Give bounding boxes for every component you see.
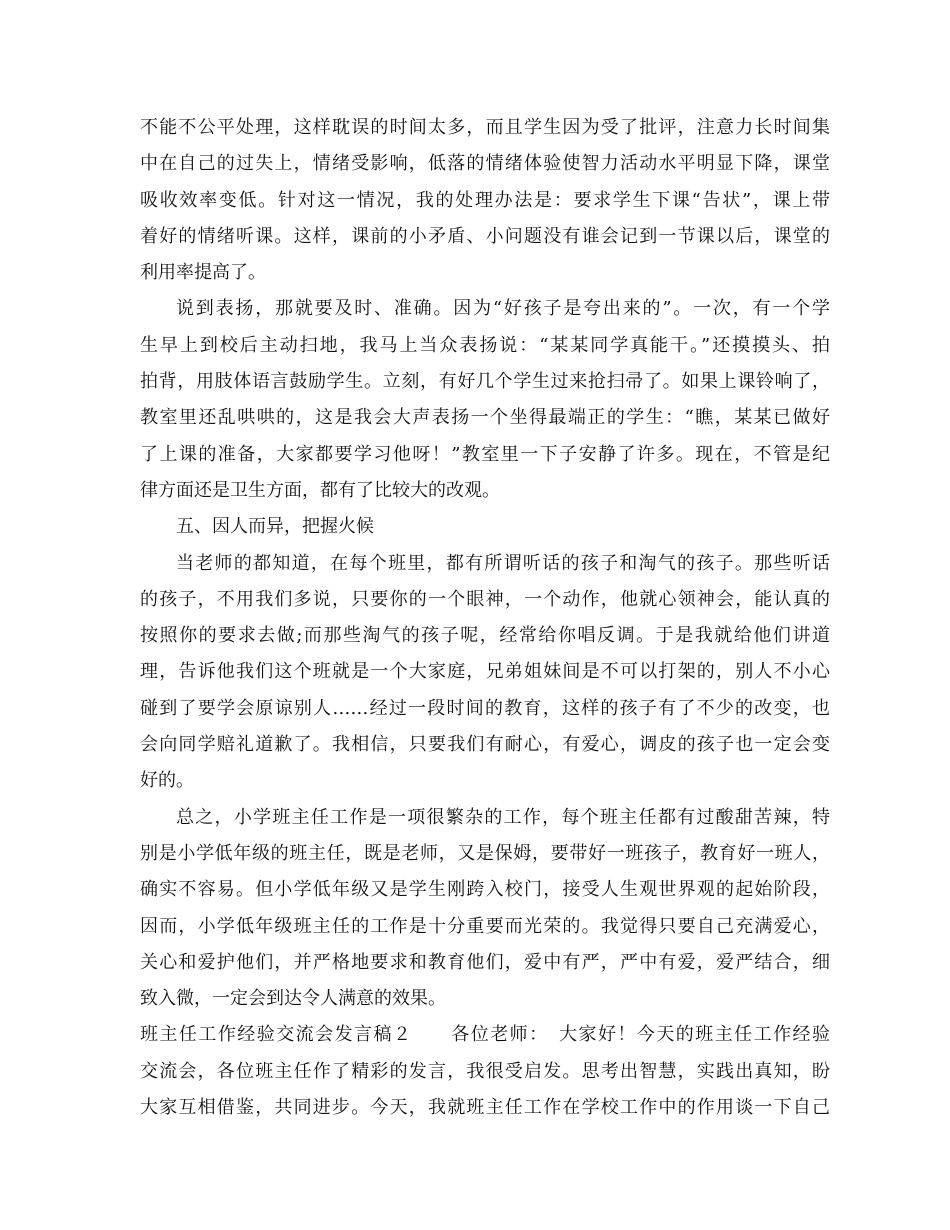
text-line: 致入微，一定会到达令人满意的效果。 (140, 988, 446, 1010)
text-line: 说到表扬，那就要及时、准确。因为“好孩子是夸出来的”。一次，有一个学 (176, 298, 830, 320)
text-line: 大家互相借鉴，共同进步。今天，我就班主任工作在学校工作中的作用谈一下自己 (140, 1097, 830, 1119)
text-line: 因而，小学低年级班主任的工作是十分重要而光荣的。我觉得只要自己充满爱心， (140, 915, 830, 937)
text-line: 班主任工作经验交流会发言稿２ 各位老师： 大家好！今天的班主任工作经验 (140, 1024, 830, 1046)
text-line: 了上课的准备，大家都要学习他呀！”教室里一下子安静了许多。现在，不管是纪 (140, 443, 830, 465)
text-line: 拍背，用肢体语言鼓励学生。立刻，有好几个学生过来抢扫帚了。如果上课铃响了， (140, 371, 830, 393)
document-body (140, 110, 830, 1126)
text-line: 着好的情绪听课。这样，课前的小矛盾、小问题没有谁会记到一节课以后，课堂的 (140, 225, 830, 247)
text-line: 交流会，各位班主任作了精彩的发言，我很受启发。思考出智慧，实践出真知，盼 (140, 1060, 830, 1082)
text-line: 别是小学低年级的班主任，既是老师，又是保姆，要带好一班孩子，教育好一班人， (140, 842, 830, 864)
text-line: 理，告诉他我们这个班就是一个大家庭，兄弟姐妹间是不可以打架的，别人不小心 (140, 661, 830, 683)
text-line: 按照你的要求去做;而那些淘气的孩子呢，经常给你唱反调。于是我就给他们讲道 (140, 625, 830, 647)
text-line: 律方面还是卫生方面，都有了比较大的改观。 (140, 479, 500, 501)
text-line: 五、因人而异，把握火候 (176, 516, 374, 538)
text-line: 碰到了要学会原谅别人……经过一段时间的教育，这样的孩子有了不少的改变，也 (140, 697, 830, 719)
text-line: 好的。 (140, 770, 194, 792)
text-line: 确实不容易。但小学低年级又是学生刚跨入校门，接受人生观世界观的起始阶段， (140, 879, 830, 901)
text-line: 生早上到校后主动扫地，我马上当众表扬说：“某某同学真能干。”还摸摸头、拍 (140, 334, 830, 356)
text-line: 关心和爱护他们，并严格地要求和教育他们，爱中有严，严中有爱，爱严结合，细 (140, 951, 830, 973)
text-line: 会向同学赔礼道歉了。我相信，只要我们有耐心，有爱心，调皮的孩子也一定会变 (140, 734, 830, 756)
text-line: 的孩子，不用我们多说，只要你的一个眼神，一个动作，他就心领神会，能认真的 (140, 588, 830, 610)
text-line: 总之，小学班主任工作是一项很繁杂的工作，每个班主任都有过酸甜苦辣，特 (176, 806, 830, 828)
text-line: 吸收效率变低。针对这一情况，我的处理办法是：要求学生下课“告状”，课上带 (140, 189, 830, 211)
text-line: 中在自己的过失上，情绪受影响，低落的情绪体验使智力活动水平明显下降，课堂 (140, 153, 830, 175)
text-line: 不能不公平处理，这样耽误的时间太多，而且学生因为受了批评，注意力长时间集 (140, 117, 830, 138)
text-line: 当老师的都知道，在每个班里，都有所谓听话的孩子和淘气的孩子。那些听话 (176, 552, 830, 574)
text-line: 利用率提高了。 (140, 262, 266, 284)
text-line: 教室里还乱哄哄的，这是我会大声表扬一个坐得最端正的学生：“瞧，某某已做好 (140, 407, 830, 429)
